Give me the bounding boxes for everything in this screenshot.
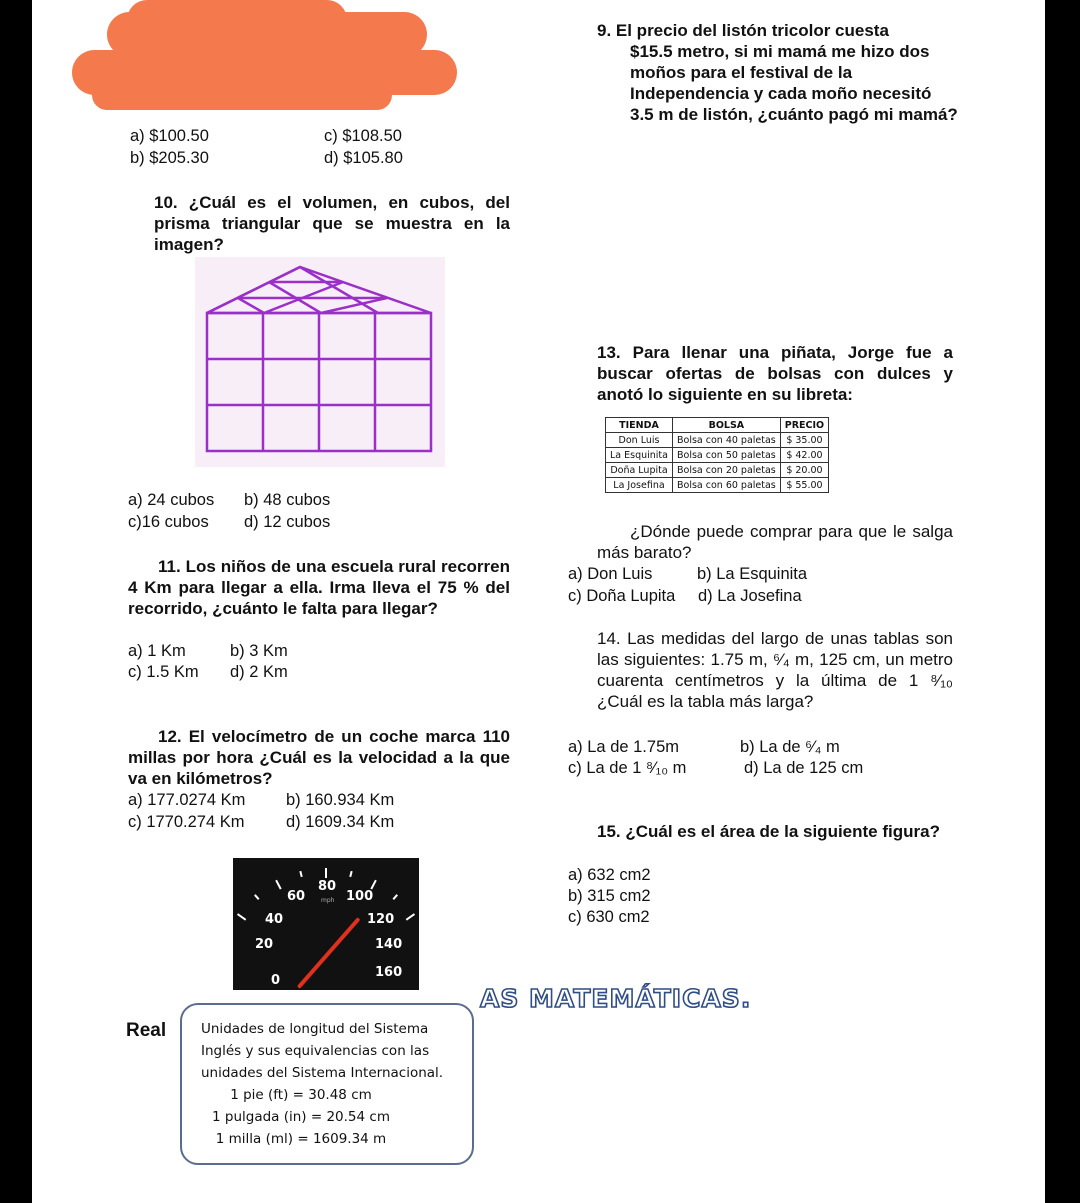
q14-option-d[interactable]: d) La de 125 cm <box>744 759 864 777</box>
matematicas-banner: AS MATEMÁTICAS. <box>480 984 752 1013</box>
table-cell: Doña Lupita <box>606 463 673 478</box>
table-header: PRECIO <box>780 418 828 433</box>
q10-option-a[interactable]: a) 24 cubos <box>128 491 215 509</box>
q13-option-c[interactable]: c) Doña Lupita <box>568 587 676 605</box>
table-cell: $ 55.00 <box>780 478 828 493</box>
q13-text: 13. Para llenar una piñata, Jorge fue a buscar ofertas de bolsas con dulces y anotó lo siguiente en su libreta: <box>597 343 953 404</box>
units-info-box <box>180 1003 474 1165</box>
q15-option-c[interactable]: c) 630 cm2 <box>568 908 650 926</box>
q10-option-b[interactable]: b) 48 cubos <box>244 491 331 509</box>
table-cell: Bolsa con 50 paletas <box>672 448 780 463</box>
q12-option-c[interactable]: c) 1770.274 Km <box>128 813 245 831</box>
speedometer-tick <box>300 871 301 877</box>
triangular-prism-figure <box>195 257 445 467</box>
q12-text: 12. El velocímetro de un coche marca 110 millas por hora ¿Cuál es la velocidad a la que va en kilómetros? <box>128 727 510 788</box>
table-cell: Bolsa con 60 paletas <box>672 478 780 493</box>
table-row <box>606 448 829 463</box>
speed-label-80: 80 <box>318 879 337 894</box>
table-row <box>606 478 829 493</box>
q9-text: 9. El precio del listón tricolor cuesta $15.5 metro, si mi mamá me hizo dos moños para el festival de la Independencia y cada moño necesitó 3.5 m de listón, ¿cuánto pagó mi mamá? <box>597 21 958 124</box>
q14-text: 14. Las medidas del largo de unas tablas son las siguientes: 1.75 m, ⁶⁄₄ m, 125 cm, un metro cuarenta centímetros y la última de 1 ⁸⁄₁₀ ¿Cuál es la tabla más larga? <box>597 629 953 711</box>
speed-label-140: 140 <box>375 937 403 952</box>
table-row <box>606 463 829 478</box>
q9-option-b[interactable]: b) $205.30 <box>130 149 209 167</box>
store-price-table <box>605 417 829 493</box>
table-cell: Don Luis <box>606 433 673 448</box>
table-cell: $ 20.00 <box>780 463 828 478</box>
speedometer <box>233 858 419 990</box>
table-cell: $ 35.00 <box>780 433 828 448</box>
q10-option-c[interactable]: c)16 cubos <box>128 513 209 531</box>
table-cell: La Esquinita <box>606 448 673 463</box>
real-label: Real <box>126 1020 167 1041</box>
q13-option-d[interactable]: d) La Josefina <box>698 587 802 605</box>
speed-label-100: 100 <box>346 889 374 904</box>
speed-label-0: 0 <box>271 973 281 988</box>
q12-option-b[interactable]: b) 160.934 Km <box>286 791 395 809</box>
table-cell: Bolsa con 20 paletas <box>672 463 780 478</box>
speed-label-120: 120 <box>367 912 395 927</box>
q15-option-a[interactable]: a) 632 cm2 <box>568 866 651 884</box>
equivalence-feet: 1 pie (ft) = 30.48 cm <box>230 1087 372 1103</box>
table-cell: Bolsa con 40 paletas <box>672 433 780 448</box>
speed-label-40: 40 <box>265 912 284 927</box>
worksheet-page <box>32 0 1045 1203</box>
q13-question: ¿Dónde puede comprar para que le salga más barato? <box>597 522 953 562</box>
speed-label-20: 20 <box>255 937 274 952</box>
q9-option-d[interactable]: d) $105.80 <box>324 149 403 167</box>
q9-option-c[interactable]: c) $108.50 <box>324 127 402 145</box>
q11-option-d[interactable]: d) 2 Km <box>230 663 288 681</box>
q11-text: 11. Los niños de una escuela rural recorren 4 Km para llegar a ella. Irma lleva el 75 % del recorrido, ¿cuánto le falta para llegar? <box>128 557 510 618</box>
q11-option-c[interactable]: c) 1.5 Km <box>128 663 199 681</box>
table-header: BOLSA <box>672 418 780 433</box>
q13-option-b[interactable]: b) La Esquinita <box>697 565 808 583</box>
q13-option-a[interactable]: a) Don Luis <box>568 565 653 583</box>
info-title: Unidades de longitud del Sistema Inglés y sus equivalencias con las unidades del Sistema Internacional. <box>201 1021 444 1081</box>
table-header: TIENDA <box>606 418 673 433</box>
q12-option-d[interactable]: d) 1609.34 Km <box>286 813 395 831</box>
table-cell: La Josefina <box>606 478 673 493</box>
q11-option-b[interactable]: b) 3 Km <box>230 642 288 660</box>
table-cell: $ 42.00 <box>780 448 828 463</box>
q15-text: 15. ¿Cuál es el área de la siguiente figura? <box>597 822 940 841</box>
equivalence-inch: 1 pulgada (in) = 20.54 cm <box>212 1109 390 1125</box>
info-equivalences <box>182 1084 420 1150</box>
speed-label-160: 160 <box>375 965 403 980</box>
q12-option-a[interactable]: a) 177.0274 Km <box>128 791 246 809</box>
q10-option-d[interactable]: d) 12 cubos <box>244 513 331 531</box>
q9-option-a[interactable]: a) $100.50 <box>130 127 209 145</box>
equivalence-mile: 1 milla (ml) = 1609.34 m <box>215 1131 387 1147</box>
speedometer-tick <box>350 871 351 877</box>
q15-option-b[interactable]: b) 315 cm2 <box>568 887 651 905</box>
q14-option-b[interactable]: b) La de ⁶⁄₄ m <box>740 738 840 756</box>
q10-text: 10. ¿Cuál es el volumen, en cubos, del prisma triangular que se muestra en la imagen? <box>154 193 510 254</box>
q14-option-c[interactable]: c) La de 1 ⁸⁄₁₀ m <box>568 759 687 777</box>
table-row <box>606 433 829 448</box>
speed-unit: mph <box>321 897 335 904</box>
q11-option-a[interactable]: a) 1 Km <box>128 642 186 660</box>
speed-label-60: 60 <box>287 889 306 904</box>
q14-option-a[interactable]: a) La de 1.75m <box>568 738 679 756</box>
